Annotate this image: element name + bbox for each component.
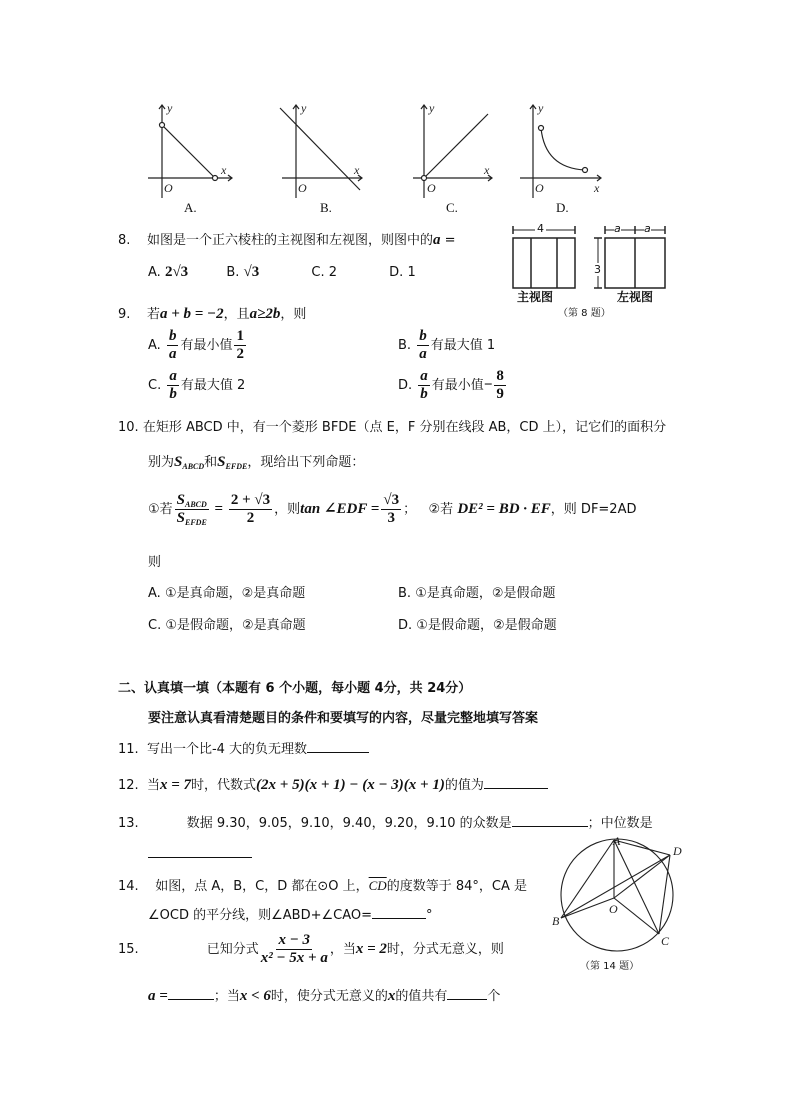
q10-option-a	[148, 582, 305, 601]
q8-stem	[118, 229, 455, 249]
q8-a-label-1: a	[614, 222, 621, 235]
q15-number: 15.	[118, 942, 139, 957]
frac-num: b	[419, 328, 427, 344]
q11-number: 11.	[118, 742, 139, 757]
q8-option-d-label: D.	[389, 265, 404, 280]
q15-line2	[148, 985, 500, 1005]
q15-line1	[118, 932, 504, 967]
q8-option-c-label: C.	[311, 265, 325, 280]
q15-text-g: 个	[487, 989, 501, 1004]
q9-option-b-text: 有最大值 1	[430, 338, 496, 353]
s-abcd: S	[174, 454, 183, 470]
s-abcd: S	[176, 492, 185, 508]
q15-text-f: 的值共有	[395, 989, 448, 1004]
q15-a-blank[interactable]	[168, 987, 214, 1000]
frac-den: b	[420, 386, 428, 402]
q8-a-label-2: a	[644, 222, 651, 235]
q9-text-b: ，且	[223, 307, 250, 322]
prop2-label: ②若	[428, 502, 454, 517]
section2-title: 二、认真填一填（本题有 6 个小题，每小题 4分，共 24分）	[118, 681, 472, 696]
degree-sign: °	[426, 908, 433, 923]
q8-option-a-label: A.	[148, 265, 161, 280]
frac-num: 8	[496, 368, 504, 384]
frac-num: 2 + √3	[230, 492, 271, 508]
frac-den: a	[419, 346, 427, 362]
q15-text-d: ；当	[213, 989, 240, 1004]
q10-text: 在矩形 ABCD 中，有一个菱形 BFDE（点 E，F 分别在线段 AB，CD 上），记它们的面积分	[142, 420, 667, 435]
semicolon: ；	[403, 502, 417, 517]
q10-line1	[118, 416, 666, 435]
opt-label: D.	[398, 618, 413, 633]
frac-num: √3	[383, 492, 400, 508]
prop1-label: ①若	[148, 502, 173, 517]
q10-option-c	[148, 614, 306, 633]
q15-a-eq: a =	[148, 988, 168, 1004]
svg-text:y: y	[538, 101, 544, 115]
q10-line2	[148, 451, 364, 471]
svg-text:x: x	[484, 163, 490, 177]
minus-sign: −	[483, 377, 493, 393]
svg-text:O: O	[298, 181, 307, 195]
s-efde-sub: EFDE	[225, 462, 248, 471]
arc-cd: $\overline{CD}$	[368, 878, 387, 893]
q15-text-b: ，当	[329, 942, 356, 957]
prop2-expr: DE² = BD · EF	[457, 501, 551, 517]
q13-median-blank[interactable]	[148, 845, 252, 858]
q15-text-e: 时，使分式无意义的	[270, 989, 388, 1004]
q15-text-a: 已知分式	[206, 942, 259, 957]
q9-option-c-label: C.	[148, 378, 162, 393]
opt-text: ①是真命题，②是真命题	[164, 586, 306, 601]
q14-caption: （第 14 题）	[580, 961, 640, 972]
q8-option-a: 2√3	[164, 264, 189, 280]
prop1-then: ，则	[274, 502, 301, 517]
frac-num: b	[168, 328, 177, 344]
graph-d	[520, 105, 601, 198]
q8-caption: （第 8 题）	[558, 308, 611, 319]
s-abcd-sub: ABCD	[185, 500, 207, 509]
frac-den: 2	[246, 510, 255, 526]
frac-num: a	[420, 368, 428, 384]
q10-then: 则	[148, 555, 162, 570]
graph-label-d: D.	[556, 200, 569, 215]
q8-left-view-label: 左视图	[617, 290, 654, 304]
frac-num: 1	[236, 328, 244, 344]
point-a-label: A	[613, 834, 621, 848]
q8-option-b: √3	[243, 264, 260, 280]
q8-eq: =	[440, 233, 456, 248]
frac-den: 2	[236, 346, 244, 362]
q9-option-b-label: B.	[398, 338, 412, 353]
svg-text:x: x	[354, 163, 360, 177]
opt-label: C.	[148, 618, 162, 633]
frac-den: 9	[496, 386, 504, 402]
q10-propositions: ①若 $\frac{S_{ABCD}}{S_{EFDE}}$ = $\frac{2 + √3}{2}$ ，则tan ∠EDF = $\frac{√3}{3}$ ； ②若 DE² = BD · EF，则 DF=2AD	[148, 492, 637, 527]
frac-den: b	[169, 386, 177, 402]
q10-option-d	[398, 614, 557, 633]
graph-b	[280, 105, 362, 198]
graph-label-c: C.	[446, 200, 458, 215]
s-abcd-sub: ABCD	[182, 462, 205, 471]
section2-note: 要注意认真看清楚题目的条件和要填写的内容，尽量完整地填写答案	[148, 711, 539, 726]
svg-text:y: y	[167, 101, 173, 115]
svg-text:y: y	[429, 101, 435, 115]
frac-num: x − 3	[278, 932, 311, 948]
opt-text: ①是假命题，②是真命题	[165, 618, 306, 633]
q15-x2: x = 2	[355, 941, 387, 957]
q10-text-b: ，现给出下列命题：	[247, 455, 365, 470]
q15-text-c: 时，分式无意义，则	[386, 942, 504, 957]
q8-var: a	[432, 232, 441, 248]
tan-expr: tan ∠EDF =	[300, 501, 380, 517]
q9-option-c-text: 有最大值 2	[180, 378, 246, 393]
q8-options	[148, 264, 416, 281]
q8-front-view-label: 主视图	[517, 290, 554, 304]
q13-number: 13.	[118, 816, 139, 831]
opt-text: ①是真命题，②是假命题	[415, 586, 556, 601]
svg-text:x: x	[221, 163, 227, 177]
s-efde: S	[217, 454, 226, 470]
q14-number: 14.	[118, 879, 139, 894]
q13-mid-text: ；中位数是	[587, 816, 653, 831]
svg-text:C: C	[661, 934, 670, 948]
q15-count-blank[interactable]	[447, 987, 487, 1000]
q15-xlt: x < 6	[239, 988, 271, 1004]
q11-answer-blank[interactable]	[307, 740, 369, 753]
q13-text: 数据 9.30，9.05，9.10，9.40，9.20，9.10 的众数是	[186, 816, 512, 831]
q8-text: 如图是一个正六棱柱的主视图和左视图，则图中的	[146, 233, 433, 248]
q11	[118, 738, 369, 757]
q9-cond: a≥2b	[249, 306, 281, 322]
svg-text:B: B	[552, 914, 560, 928]
q9-expr: a + b = −2	[159, 306, 224, 322]
s-efde-sub: EFDE	[185, 518, 207, 527]
q12-number: 12.	[118, 778, 139, 793]
q12-answer-blank[interactable]	[484, 776, 548, 789]
q8-option-c: 2	[328, 265, 338, 280]
q9-stem	[118, 303, 306, 323]
svg-text:D: D	[673, 844, 682, 858]
opt-label: B.	[398, 586, 412, 601]
q8-option-b-label: B.	[226, 265, 240, 280]
graph-label-b: B.	[320, 200, 332, 215]
graph-a	[148, 105, 232, 198]
q14-text-c: ∠OCD 的平分线，则∠ABD+∠CAO=	[148, 908, 372, 923]
q14-line2	[148, 904, 433, 923]
q8-number: 8.	[118, 233, 131, 248]
q12-expr: (2x + 5)(x + 1) − (x − 3)(x + 1)	[256, 777, 445, 793]
frac-den: x² − 5x + a	[260, 950, 328, 966]
q10-and: 和	[204, 455, 218, 470]
q9-text-c: ，则	[280, 307, 307, 322]
q14-text-a: 如图，点 A，B，C，D 都在⊙O 上，	[155, 879, 369, 894]
q12-text-c: 的值为	[444, 778, 484, 793]
q9-option-d-text: 有最小值	[431, 378, 484, 393]
q10-number: 10.	[118, 420, 139, 435]
opt-label: A.	[148, 586, 161, 601]
s-efde: S	[176, 510, 185, 526]
svg-text:O: O	[427, 181, 436, 195]
q14-answer-blank[interactable]	[372, 906, 426, 919]
svg-text:O: O	[164, 181, 173, 195]
q12-text-b: 时，代数式	[191, 778, 257, 793]
prop2-then: ，则 DF=2AD	[550, 502, 637, 517]
q12-x7: x = 7	[159, 777, 192, 793]
opt-text: ①是假命题，②是假命题	[416, 618, 557, 633]
frac-num: a	[169, 368, 177, 384]
q14-text-b: 的度数等于 84°，CA 是	[386, 879, 527, 894]
q9-option-d-label: D.	[398, 378, 413, 393]
graph-label-a: A.	[184, 200, 197, 215]
q13	[118, 812, 653, 831]
q10-option-b	[398, 582, 556, 601]
graph-c	[413, 105, 492, 198]
svg-text:x: x	[594, 181, 600, 195]
q14-line1	[118, 875, 527, 894]
q13-mode-blank[interactable]	[512, 814, 588, 827]
q9-option-a	[148, 328, 248, 363]
svg-text:y: y	[301, 101, 307, 115]
q9-option-a-text: 有最小值	[180, 338, 233, 353]
q9-number: 9.	[118, 307, 131, 322]
q9-option-c	[148, 368, 245, 403]
svg-text:O: O	[609, 902, 618, 916]
q14-figure	[552, 835, 692, 965]
q12	[118, 774, 548, 794]
q10-text-a: 别为	[148, 455, 175, 470]
q9-text-a: 若	[146, 307, 160, 322]
q12-text-a: 当	[146, 778, 160, 793]
q8-height-label: 3	[594, 263, 601, 276]
q9-option-a-label: A.	[148, 338, 161, 353]
q9-option-d	[398, 368, 508, 403]
q9-option-b	[398, 328, 495, 363]
frac-den: a	[168, 346, 177, 362]
graph-options-figure	[0, 0, 790, 230]
q11-text: 写出一个比-4 大的负无理数	[146, 742, 308, 757]
q8-width-label: 4	[537, 222, 544, 235]
svg-text:O: O	[535, 181, 544, 195]
q15-x: x	[387, 988, 396, 1004]
q8-option-d: 1	[407, 265, 416, 280]
frac-den: 3	[387, 510, 395, 526]
